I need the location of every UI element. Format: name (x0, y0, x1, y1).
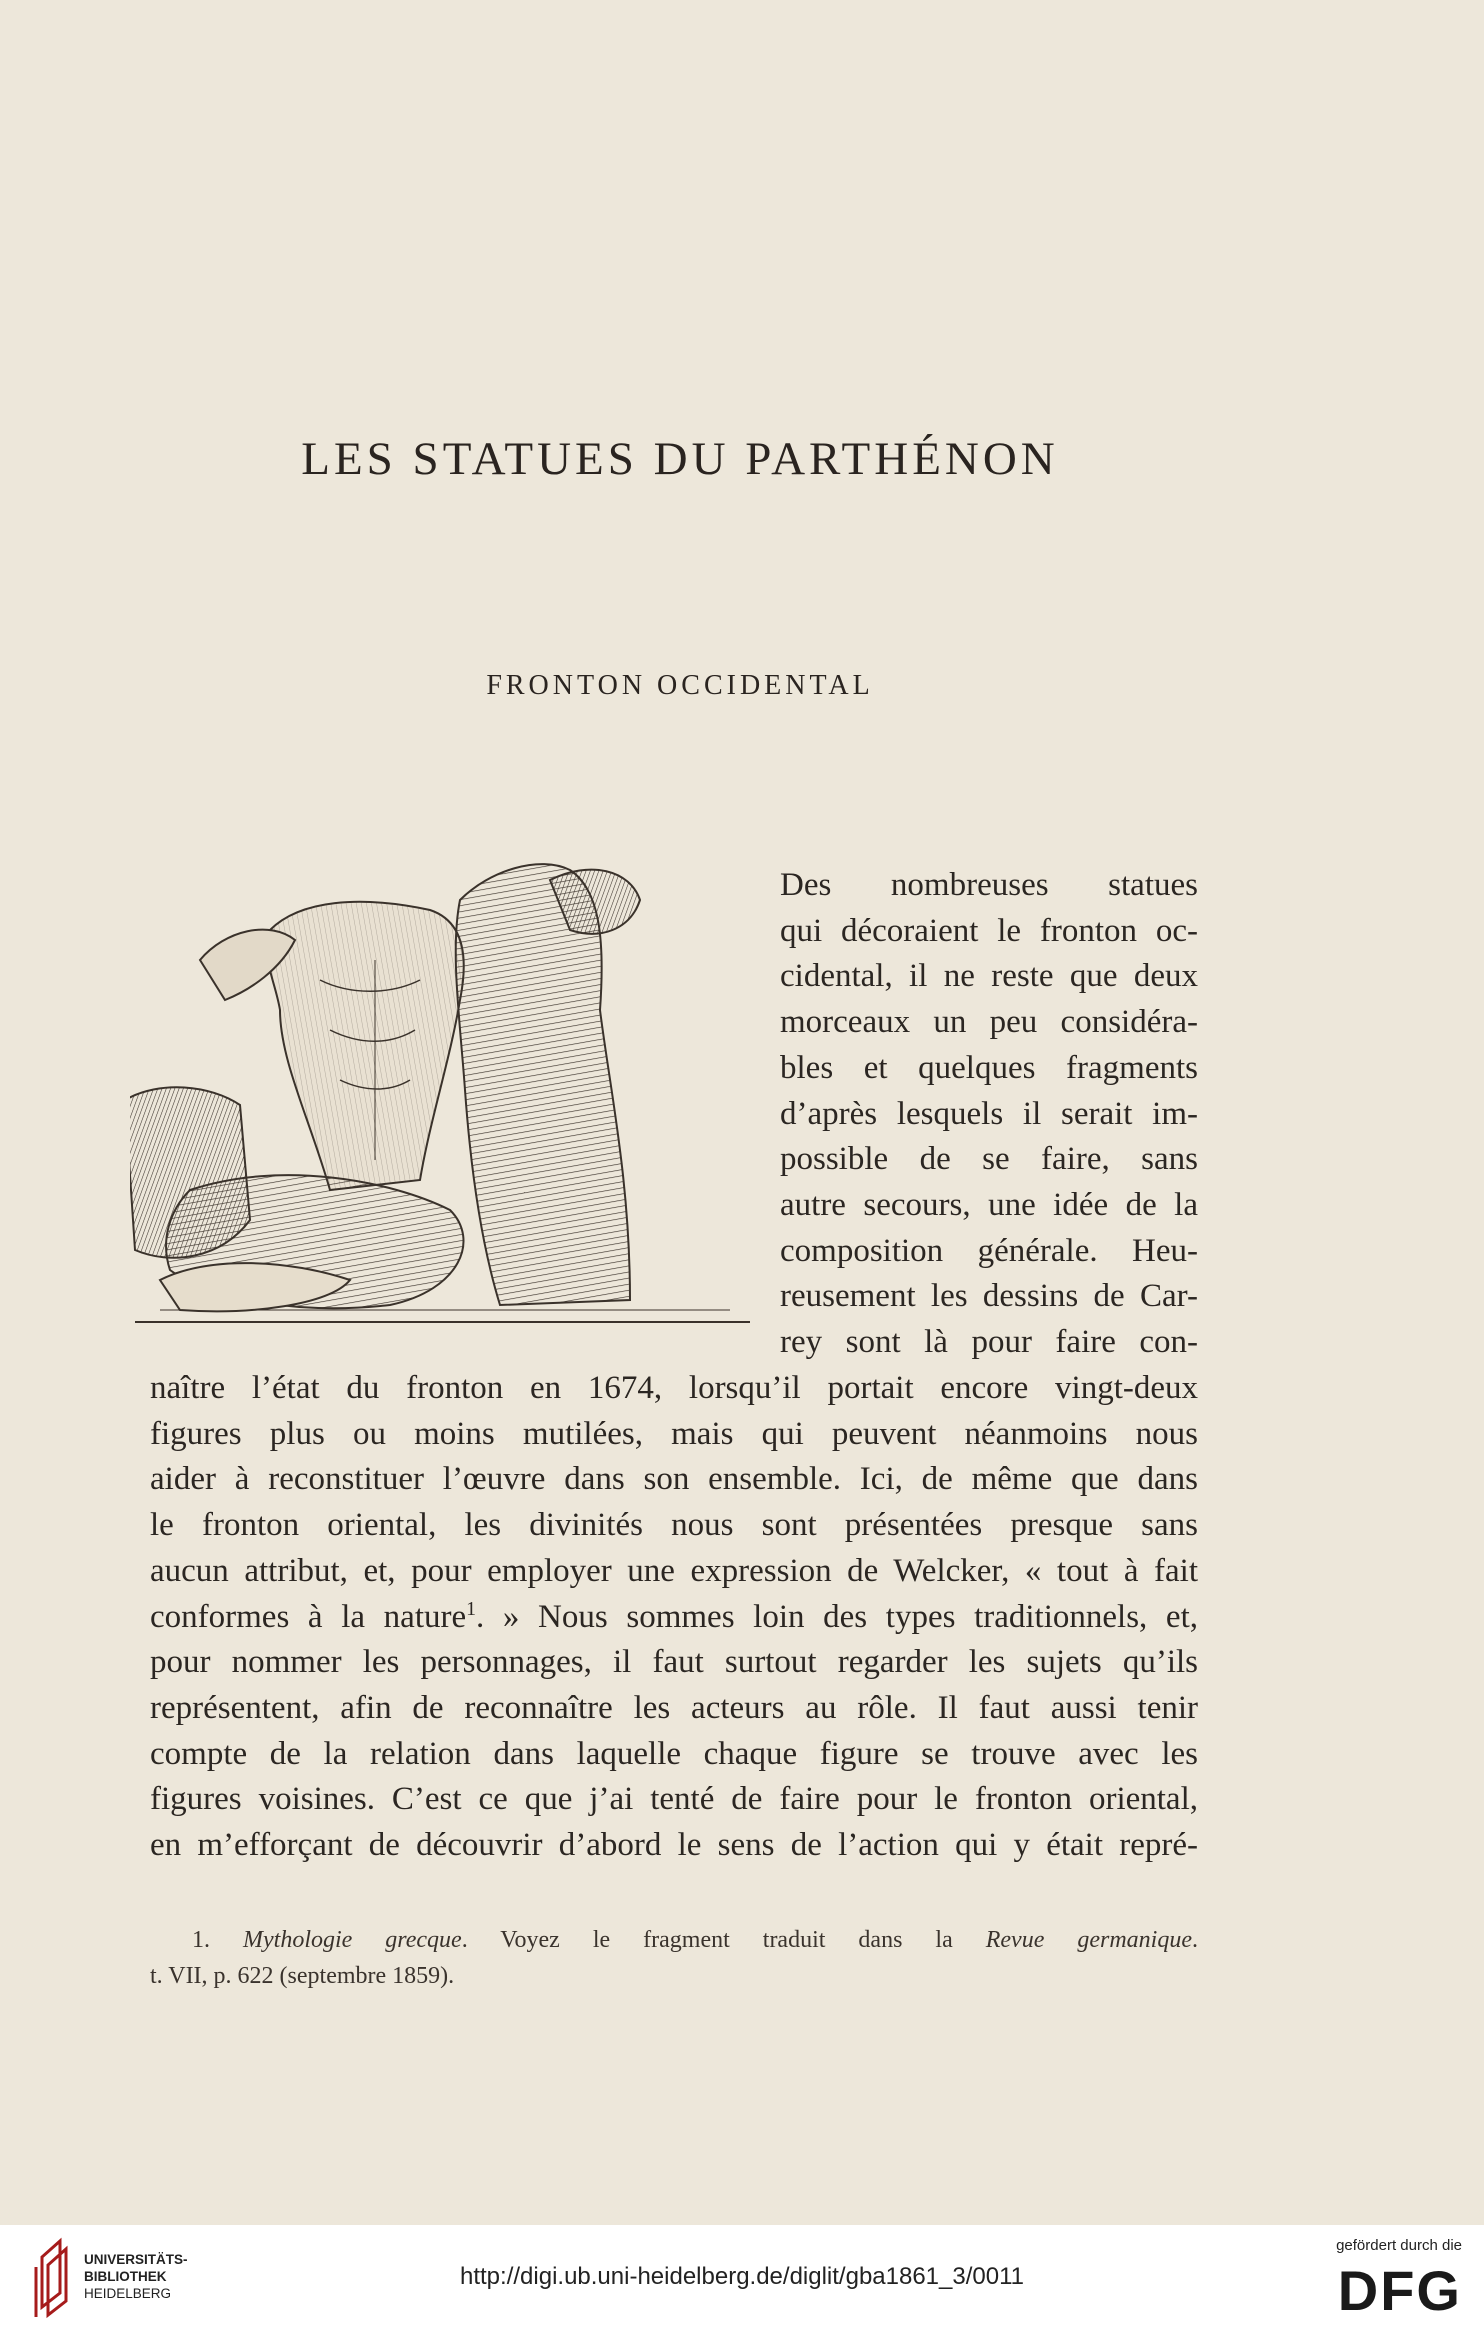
side-line: possible de se faire, sans (780, 1141, 1198, 1178)
side-line: rey sont là pour faire con- (780, 1324, 1198, 1361)
side-line: qui décoraient le fronton oc- (780, 912, 1198, 949)
body-line: pour nommer les personnages, il faut surtout regarder les sujets qu’ils (150, 1644, 1198, 1681)
library-name-line: UNIVERSITÄTS- (84, 2252, 188, 2267)
page-title: LES STATUES DU PARTHÉNON (301, 433, 1059, 485)
footnote-line: t. VII, p. 622 (septembre 1859). (150, 1963, 455, 1989)
body-line: figures voisines. C’est ce que j’ai tenté de faire pour le fronton oriental, (150, 1781, 1198, 1818)
library-name-line: BIBLIOTHEK (84, 2269, 167, 2284)
side-paragraph (780, 863, 1198, 1366)
body-line: naître l’état du fronton en 1674, lorsqu’il portait encore vingt-deux (150, 1370, 1198, 1406)
side-line: bles et quelques fragments (780, 1049, 1198, 1086)
digitization-footer (0, 2225, 1484, 2332)
footnote-number: 1. (192, 1927, 210, 1953)
side-line: Des nombreuses statues (780, 867, 1198, 903)
side-line: morceaux un peu considéra- (780, 1004, 1198, 1041)
body-line: en m’efforçant de découvrir d’abord le sens de l’action qui y était repré- (150, 1827, 1198, 1864)
dfg-logo[interactable]: DFG (1337, 2259, 1462, 2322)
footnote-period: . (1192, 1927, 1198, 1953)
statue-engraving (130, 860, 760, 1330)
body-line-end: . » Nous sommes loin des types traditionnels, et, (476, 1598, 1198, 1635)
footnote-line (150, 1922, 1198, 1958)
footnote-text: . Voyez le fragment traduit dans la (461, 1927, 986, 1953)
footnote-journal: Revue germanique (985, 1927, 1192, 1953)
side-line: composition générale. Heu- (780, 1232, 1198, 1269)
body-line: représentent, afin de reconnaître les acteurs au rôle. Il faut aussi tenir (150, 1689, 1198, 1726)
footnote (150, 1922, 1198, 1994)
side-line: reusement les dessins de Car- (780, 1278, 1198, 1315)
body-line: compte de la relation dans laquelle chaque figure se trouve avec les (150, 1735, 1198, 1772)
footnote-work-title: Mythologie grecque (243, 1927, 462, 1953)
body-line (150, 1595, 1198, 1641)
footnote-reference[interactable]: 1 (466, 1597, 477, 1620)
body-line: aucun attribut, et, pour employer une expression de Welcker, « tout à fait (150, 1552, 1198, 1589)
body-line: figures plus ou moins mutilées, mais qui peuvent néanmoins nous (150, 1415, 1198, 1452)
side-line: d’après lesquels il serait im- (780, 1095, 1198, 1132)
body-line-start: conformes à la nature (150, 1598, 467, 1635)
section-subtitle: FRONTON OCCIDENTAL (486, 670, 874, 701)
side-line: cidental, il ne reste que deux (780, 958, 1198, 995)
library-name-line: HEIDELBERG (84, 2286, 172, 2301)
permalink-url[interactable]: http://digi.ub.uni-heidelberg.de/diglit/gba1861_3/0011 (460, 2263, 1024, 2290)
side-line: autre secours, une idée de la (780, 1186, 1198, 1223)
body-paragraph (150, 1366, 1198, 1869)
funded-by-label: gefördert durch die (1336, 2237, 1462, 2254)
body-line: le fronton oriental, les divinités nous sont présentées presque sans (150, 1507, 1198, 1544)
body-line: aider à reconstituer l’œuvre dans son ensemble. Ici, de même que dans (150, 1461, 1198, 1498)
